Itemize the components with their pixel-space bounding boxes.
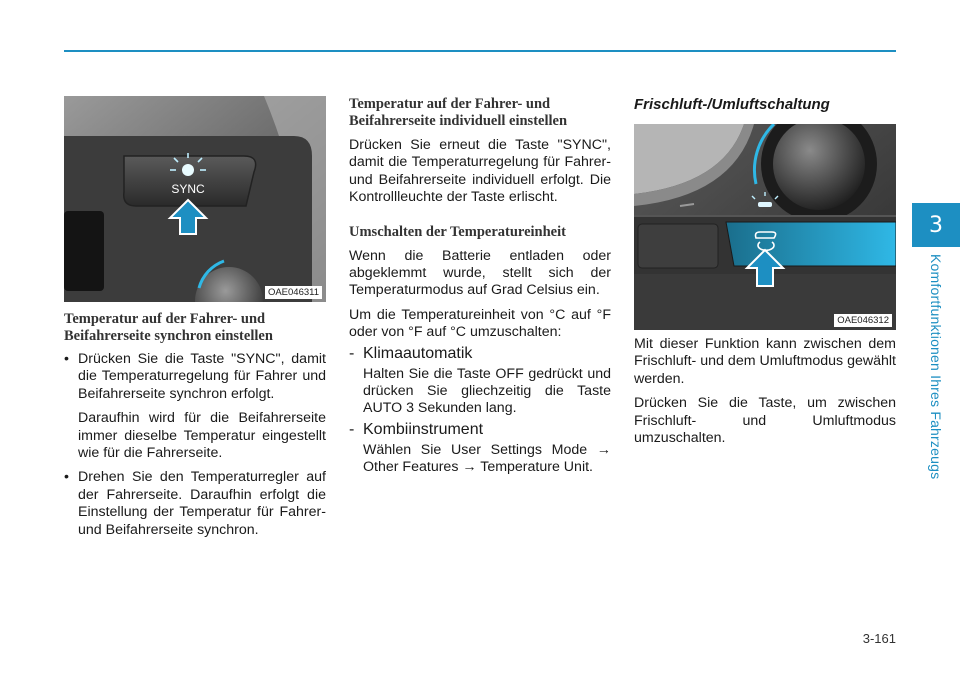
- list-item: • Drücken Sie die Taste "SYNC", damit die Temperaturregelung für Fahrer und Beifahrerseite synchron erfolgt. Daraufhin wird für die Beifahrerseite immer dieselbe Temperatur eingestellt wie für die Fahrerseite.: [64, 351, 326, 462]
- sync-button-illustration: [64, 96, 326, 302]
- sub-paragraph: Wählen Sie User Settings Mode → Other Features → Temperature Unit.: [363, 441, 611, 476]
- section-heading: Temperatur auf der Fahrer- und Beifahrerseite synchron einstellen: [64, 311, 273, 344]
- paragraph: Mit dieser Funktion kann zwischen dem Frischluft- und dem Umluftmodus gewählt werden.: [634, 336, 896, 387]
- top-rule: [64, 50, 896, 52]
- sync-label: SYNC: [171, 182, 205, 196]
- paragraph: Drücken Sie erneut die Taste "SYNC", damit die Temperaturregelung für Fahrer- und Beifahrerseite individuell erfolgt. Die Kontrollleuchte der Taste erlischt.: [349, 137, 611, 206]
- paragraph: Um die Temperatureinheit von °C auf °F oder von °F auf °C umzuschalten:: [349, 306, 611, 341]
- column-2: [349, 96, 611, 477]
- list-item: - Klimaautomatik: [349, 344, 473, 362]
- recirculation-illustration: [634, 124, 896, 330]
- chapter-title: [921, 254, 951, 494]
- list-item: - Kombiinstrument: [349, 420, 484, 438]
- list-item: • Drehen Sie den Temperaturregler auf der Fahrerseite. Daraufhin erfolgt die Einstellung der Temperatur für Fahrer- und Beifahrerseite synchron.: [64, 469, 326, 539]
- paragraph: Drücken Sie die Taste, um zwischen Frischluft- und Umluftmodus umzuschalten.: [634, 395, 896, 447]
- page-number: 3-161: [862, 631, 896, 646]
- chapter-tab: [912, 203, 960, 247]
- recirculation-figure: [634, 124, 896, 330]
- sync-button-figure: [64, 96, 326, 302]
- bullet-list: [64, 351, 326, 539]
- sync-button-shape: [124, 156, 256, 206]
- column-1: [64, 96, 326, 539]
- recirculation-button-shape: [726, 222, 896, 266]
- section-heading: Temperatur auf der Fahrer- und Beifahrerseite individuell einstellen: [349, 96, 568, 129]
- section-heading: Frischluft-/Umluftschaltung: [634, 96, 830, 113]
- figure-code: OAE046312: [834, 314, 892, 327]
- chapter-number: 3: [929, 212, 943, 238]
- column-3: [634, 96, 896, 447]
- indicator-light-icon: [758, 202, 772, 207]
- paragraph: Wenn die Batterie entladen oder abgeklemmt wurde, stellt sich der Temperaturmodus auf Grad Celsius ein.: [349, 247, 611, 299]
- figure-code: OAE046311: [265, 286, 322, 299]
- section-heading: Umschalten der Temperatureinheit: [349, 223, 566, 240]
- chapter-title-text: Komfortfunktionen Ihres Fahrzeugs: [928, 254, 944, 480]
- sub-paragraph: Halten Sie die Taste OFF gedrückt und drücken Sie gliechzeitig die Taste AUTO 3 Sekunden lang.: [363, 365, 611, 417]
- sub-paragraph: Daraufhin wird für die Beifahrerseite immer dieselbe Temperatur eingestellt wie für die Fahrerseite.: [78, 410, 326, 462]
